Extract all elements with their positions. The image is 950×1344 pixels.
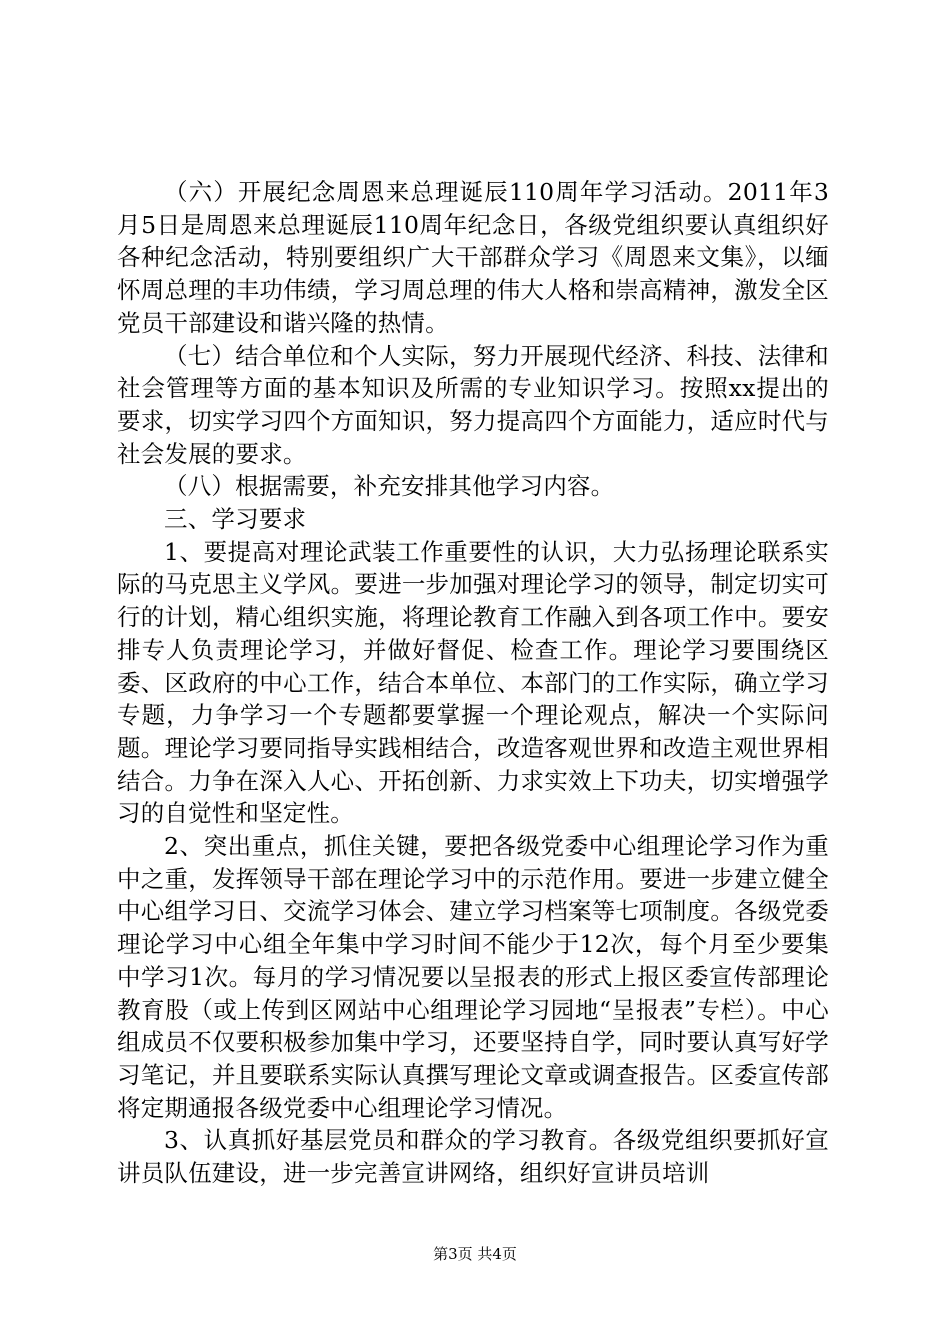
document-body xyxy=(117,176,829,1190)
paragraph-commemoration: （六）开展纪念周恩来总理诞辰110周年学习活动。2011年3月5日是周恩来总理诞辰110周年纪念日，各级党组织要认真组织好各种纪念活动，特别要组织广大干部群众学习《周恩来文集》，以缅怀周总理的丰功伟绩，学习周总理的伟大人格和崇高精神，激发全区党员干部建设和谐兴隆的热情。 xyxy=(117,178,829,337)
paragraph-knowledge-study: （七）结合单位和个人实际，努力开展现代经济、科技、法律和社会管理等方面的基本知识及所需的专业知识学习。按照xx提出的要求，切实学习四个方面知识，努力提高四个方面能力，适应时代与社会发展的要求。 xyxy=(117,341,829,468)
paragraph-requirement-1: 1、要提高对理论武装工作重要性的认识，大力弘扬理论联系实际的马克思主义学风。要进一步加强对理论学习的领导，制定切实可行的计划，精心组织实施，将理论教育工作融入到各项工作中。要安排专人负责理论学习，并做好督促、检查工作。理论学习要围绕区委、区政府的中心工作，结合本单位、本部门的工作实际，确立学习专题，力争学习一个专题都要掌握一个理论观点，解决一个实际问题。理论学习要同指导实践相结合，改造客观世界和改造主观世界相结合。力争在深入人心、开拓创新、力求实效上下功夫，切实增强学习的自觉性和坚定性。 xyxy=(117,537,829,828)
paragraph-supplementary: （八）根据需要，补充安排其他学习内容。 xyxy=(164,472,615,501)
section-heading-requirements: 三、学习要求 xyxy=(164,505,307,534)
paragraph-requirement-2: 2、突出重点，抓住关键，要把各级党委中心组理论学习作为重中之重，发挥领导干部在理论学习中的示范作用。要进一步建立健全中心组学习日、交流学习体会、建立学习档案等七项制度。各级党委理论学习中心组全年集中学习时间不能少于12次，每个月至少要集中学习1次。每月的学习情况要以呈报表的形式上报区委宣传部理论教育股（或上传到区网站中心组理论学习园地“呈报表”专栏）。中心组成员不仅要积极参加集中学习，还要坚持自学，同时要认真写好学习笔记，并且要联系实际认真撰写理论文章或调查报告。区委宣传部将定期通报各级党委中心组理论学习情况。 xyxy=(117,832,829,1122)
paragraph-requirement-3: 3、认真抓好基层党员和群众的学习教育。各级党组织要抓好宣讲员队伍建设，进一步完善宣讲网络，组织好宣讲员培训 xyxy=(117,1126,829,1188)
page-footer: 第3页 共4页 xyxy=(433,1245,517,1263)
